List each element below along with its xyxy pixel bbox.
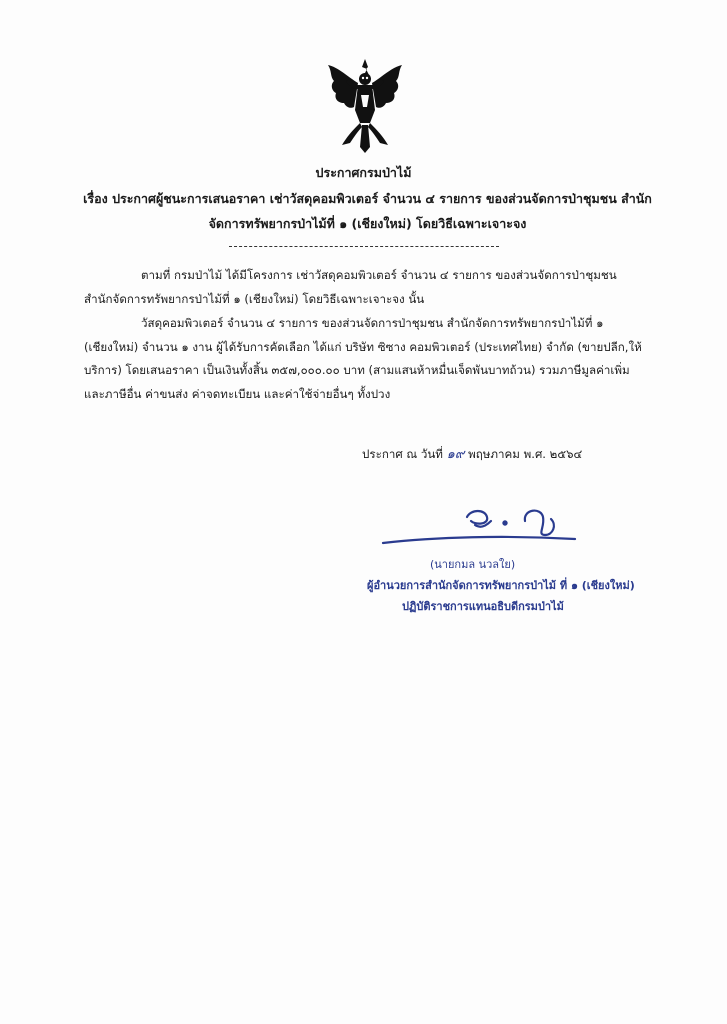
subject-line-1: เรื่อง ประกาศผู้ชนะการเสนอราคา เช่าวัสดุคอมพิวเตอร์ จำนวน ๔ รายการ ของส่วนจัดการป่าชุมชน สำนัก <box>83 191 652 206</box>
signatory-position: ผู้อำนวยการสำนักจัดการทรัพยากรป่าไม้ ที่ ๑ (เชียงใหม่) <box>367 579 635 592</box>
document-subject <box>80 186 655 236</box>
announce-prefix: ประกาศ ณ วันที่ <box>362 447 443 461</box>
paragraph-1: ตามที่ กรมป่าไม้ ได้มีโครงการ เช่าวัสดุคอมพิวเตอร์ จำนวน ๔ รายการ ของส่วนจัดการป่าชุมชน สำนักจัดการทรัพยากรป่าไม้ที่ ๑ (เชียงใหม่) โดยวิธีเฉพาะเจาะจง นั้น <box>84 268 617 306</box>
announce-month-year: พฤษภาคม พ.ศ. ๒๕๖๔ <box>468 447 583 461</box>
garuda-emblem-icon <box>320 55 410 155</box>
announce-day: ๑๙ <box>446 447 465 462</box>
announcement-date <box>362 443 582 464</box>
handwritten-signature <box>375 495 585 555</box>
paragraph-2: วัสดุคอมพิวเตอร์ จำนวน ๔ รายการ ของส่วนจัดการป่าชุมชน สำนักจัดการทรัพยากรป่าไม้ที่ ๑ (เชียงใหม่) จำนวน ๑ งาน ผู้ได้รับการคัดเลือก ได้แก่ บริษัท ซิซาง คอมพิวเตอร์ (ประเทศไทย) จำกัด (ขายปลีก,ให้บริการ) โดยเสนอราคา เป็นเงินทั้งสิ้น ๓๕๗,๐๐๐.๐๐ บาท (สามแสนห้าหมื่นเจ็ดพันบาทถ้วน) รวมภาษีมูลค่าเพิ่มและภาษีอื่น ค่าขนส่ง ค่าจดทะเบียน และค่าใช้จ่ายอื่นๆ ทั้งปวง <box>84 316 642 401</box>
subject-line-2: จัดการทรัพยากรป่าไม้ที่ ๑ (เชียงใหม่) โดยวิธีเฉพาะเจาะจง <box>208 216 527 231</box>
divider-line <box>229 246 499 247</box>
signatory-acting-for: ปฏิบัติราชการแทนอธิบดีกรมป่าไม้ <box>402 600 564 613</box>
signatory-name: (นายกมล นวลใย) <box>430 558 516 571</box>
document-title: ประกาศกรมป่าไม้ <box>315 165 412 180</box>
